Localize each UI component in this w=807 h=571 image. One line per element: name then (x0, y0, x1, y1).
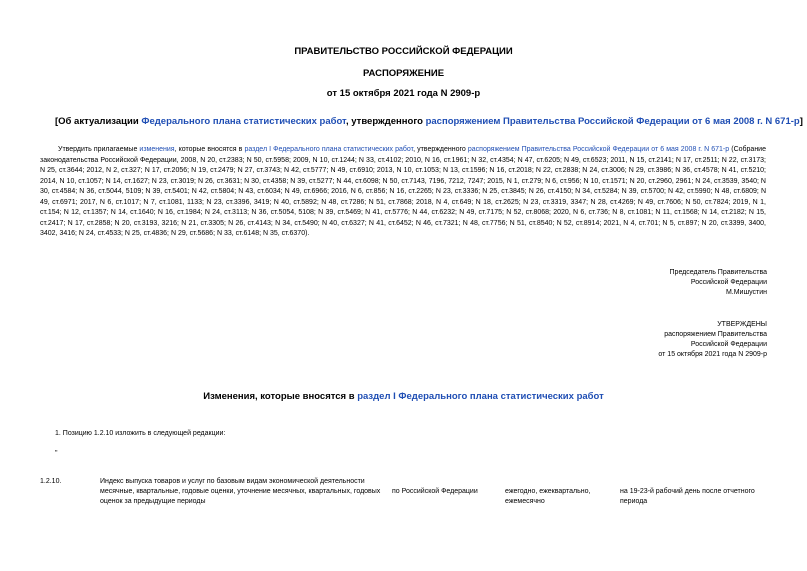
document-title (55, 116, 803, 127)
title-close: ] (799, 116, 803, 127)
approved-block (658, 320, 767, 360)
main-paragraph (40, 145, 766, 240)
table-term: на 19-23-й рабочий день после отчетного периода (620, 488, 755, 505)
table-periodicity: месячные, квартальные, годовые оценки, уточнение месячных, квартальных, годовых оценок за предыдущие периоды (100, 488, 381, 505)
section-title-text: Изменения, которые вносятся в (203, 391, 358, 402)
table-position-number: 1.2.10. (40, 478, 62, 485)
document-type: РАСПОРЯЖЕНИЕ (362, 68, 445, 79)
section-title-link[interactable]: раздел I Федерального плана статистических работ (357, 391, 604, 402)
approved-line-1: УТВЕРЖДЕНЫ (717, 321, 767, 328)
signature-line-1: Председатель Правительства (669, 269, 767, 276)
link-section-one[interactable]: раздел I Федерального плана статистических работ (244, 146, 414, 153)
link-order-671[interactable]: распоряжением Правительства Российской Федерации от 6 мая 2008 г. N 671-р (467, 146, 730, 153)
section-title (0, 391, 807, 402)
approved-line-2: распоряжением Правительства (664, 331, 767, 338)
title-mid: , утвержденного (345, 116, 426, 127)
link-changes[interactable]: изменения (139, 146, 175, 153)
document-date-number: от 15 октября 2021 года N 2909-р (326, 88, 481, 99)
title-link-federal-plan[interactable]: Федерального плана статистических работ (141, 116, 346, 127)
signature-block (670, 268, 767, 298)
signature-name: М.Мишустин (725, 289, 767, 296)
signature-line-2: Российской Федерации (690, 279, 767, 286)
table-region: по Российской Федерации (392, 488, 478, 495)
opening-quote: " (55, 450, 58, 457)
title-link-government[interactable]: Правительства Российской Федерации от 6 мая 2008 г. N 671-р (503, 116, 800, 127)
title-link-order[interactable]: распоряжением (425, 116, 501, 127)
paragraph-text-c: , утвержденного (413, 146, 468, 153)
paragraph-text-b: , которые вносятся в (174, 146, 245, 153)
table-frequency: ежегодно, ежеквартально, ежемесячно (505, 488, 591, 505)
approved-line-4: от 15 октября 2021 года N 2909-р (658, 351, 767, 358)
title-open: [Об актуализации (55, 116, 142, 127)
paragraph-text-d: (Собрание законодательства Российской Федерации, 2008, N 20, ст.2383; N 50, ст.5958; 2009, N 10, ст.1244; N 33, ст.4102; 2010, N 16, ст.1961; N 32, ст.4354; N 47, ст.6205; N 49, ст.6523; 2011, N 15, ст.2141; N 17, ст.2511; N 22, ст.3173; N 25, ст.3644; 2012, N 2, ст.327; N 17, ст.2056; N 19, ст.2479; N 27, ст.3743; N 42, ст.5777; N 49, ст.6910; 2013, N 10, ст.1053; N 13, ст.1596; N 16, ст.2018; N 22, ст.2838; N 24, ст.3006; N 29, ст.3986; N 36, ст.4578; N 41, ст.5210; 2014, N 10, ст.1057; N 14, ст.1627; N 23, ст.3019; N 26, ст.3631; N 30, ст.4358; N 39, ст.5277; N 44, ст.6098; N 50, ст.7143, 7196, 7212, 7247; 2015, N 1, ст.279; N 6, ст.956; N 10, ст.1571; N 20, ст.2960, 2961; N 24, ст.3539, 3540; N 30, ст.4584; N 36, ст.5044, 5109; N 39, ст.5401; N 42, ст.5804; N 43, ст.6034; N 49, ст.6966; 2016, N 6, ст.856; N 16, ст.2265; N 23, ст.3336; N 25, ст.3845; N 26, ст.4150; N 34, ст.5284; N 39, ст.5700; N 42, ст.5990; N 48, ст.6809; N 49, ст.6971; 2017, N 6, ст.1017; N 7, ст.1081, 1133; N 23, ст.3396, 3419; N 40, ст.5892; N 48, ст.7286; N 51, ст.7868; 2018, N 4, ст.649; N 18, ст.2625; N 23, ст.3319, 3347; N 28, ст.4269; N 49, ст.7606; N 50, ст.7824; 2019, N 1, ст.154; N 12, ст.1357; N 14, ст.1640; N 16, ст.1984; N 24, ст.3113; N 36, ст.5054, 5108; N 39, ст.5469; N 41, ст.5776; N 44, ст.6232; N 49, ст.7175; N 52, ст.8068; 2020, N 6, ст.736; N 8, ст.1081; N 11, ст.1568; N 14, ст.2182; N 15, ст.2417; N 17, ст.2858; N 20, ст.3193, 3216; N 21, ст.3305; N 26, ст.4143; N 34, ст.5490; N 40, ст.6327; N 41, ст.6452; N 46, ст.7321; N 48, ст.7756; N 51, ст.8540; N 52, ст.8914; 2021, N 4, ст.701; N 5, ст.897; N 20, ст.3399, 3400, 3402, 3416; N 24, ст.4533; N 25, ст.4836; N 29, ст.5686; N 33, ст.6148; N 35, ст.6370). (40, 146, 766, 237)
government-name: ПРАВИТЕЛЬСТВО РОССИЙСКОЙ ФЕДЕРАЦИИ (294, 46, 513, 57)
paragraph-text-a: Утвердить прилагаемые (58, 146, 140, 153)
approved-line-3: Российской Федерации (690, 341, 767, 348)
table-indicator-name: Индекс выпуска товаров и услуг по базовым видам экономической деятельности (100, 478, 365, 485)
item-1-text: 1. Позицию 1.2.10 изложить в следующей редакции: (55, 430, 226, 437)
